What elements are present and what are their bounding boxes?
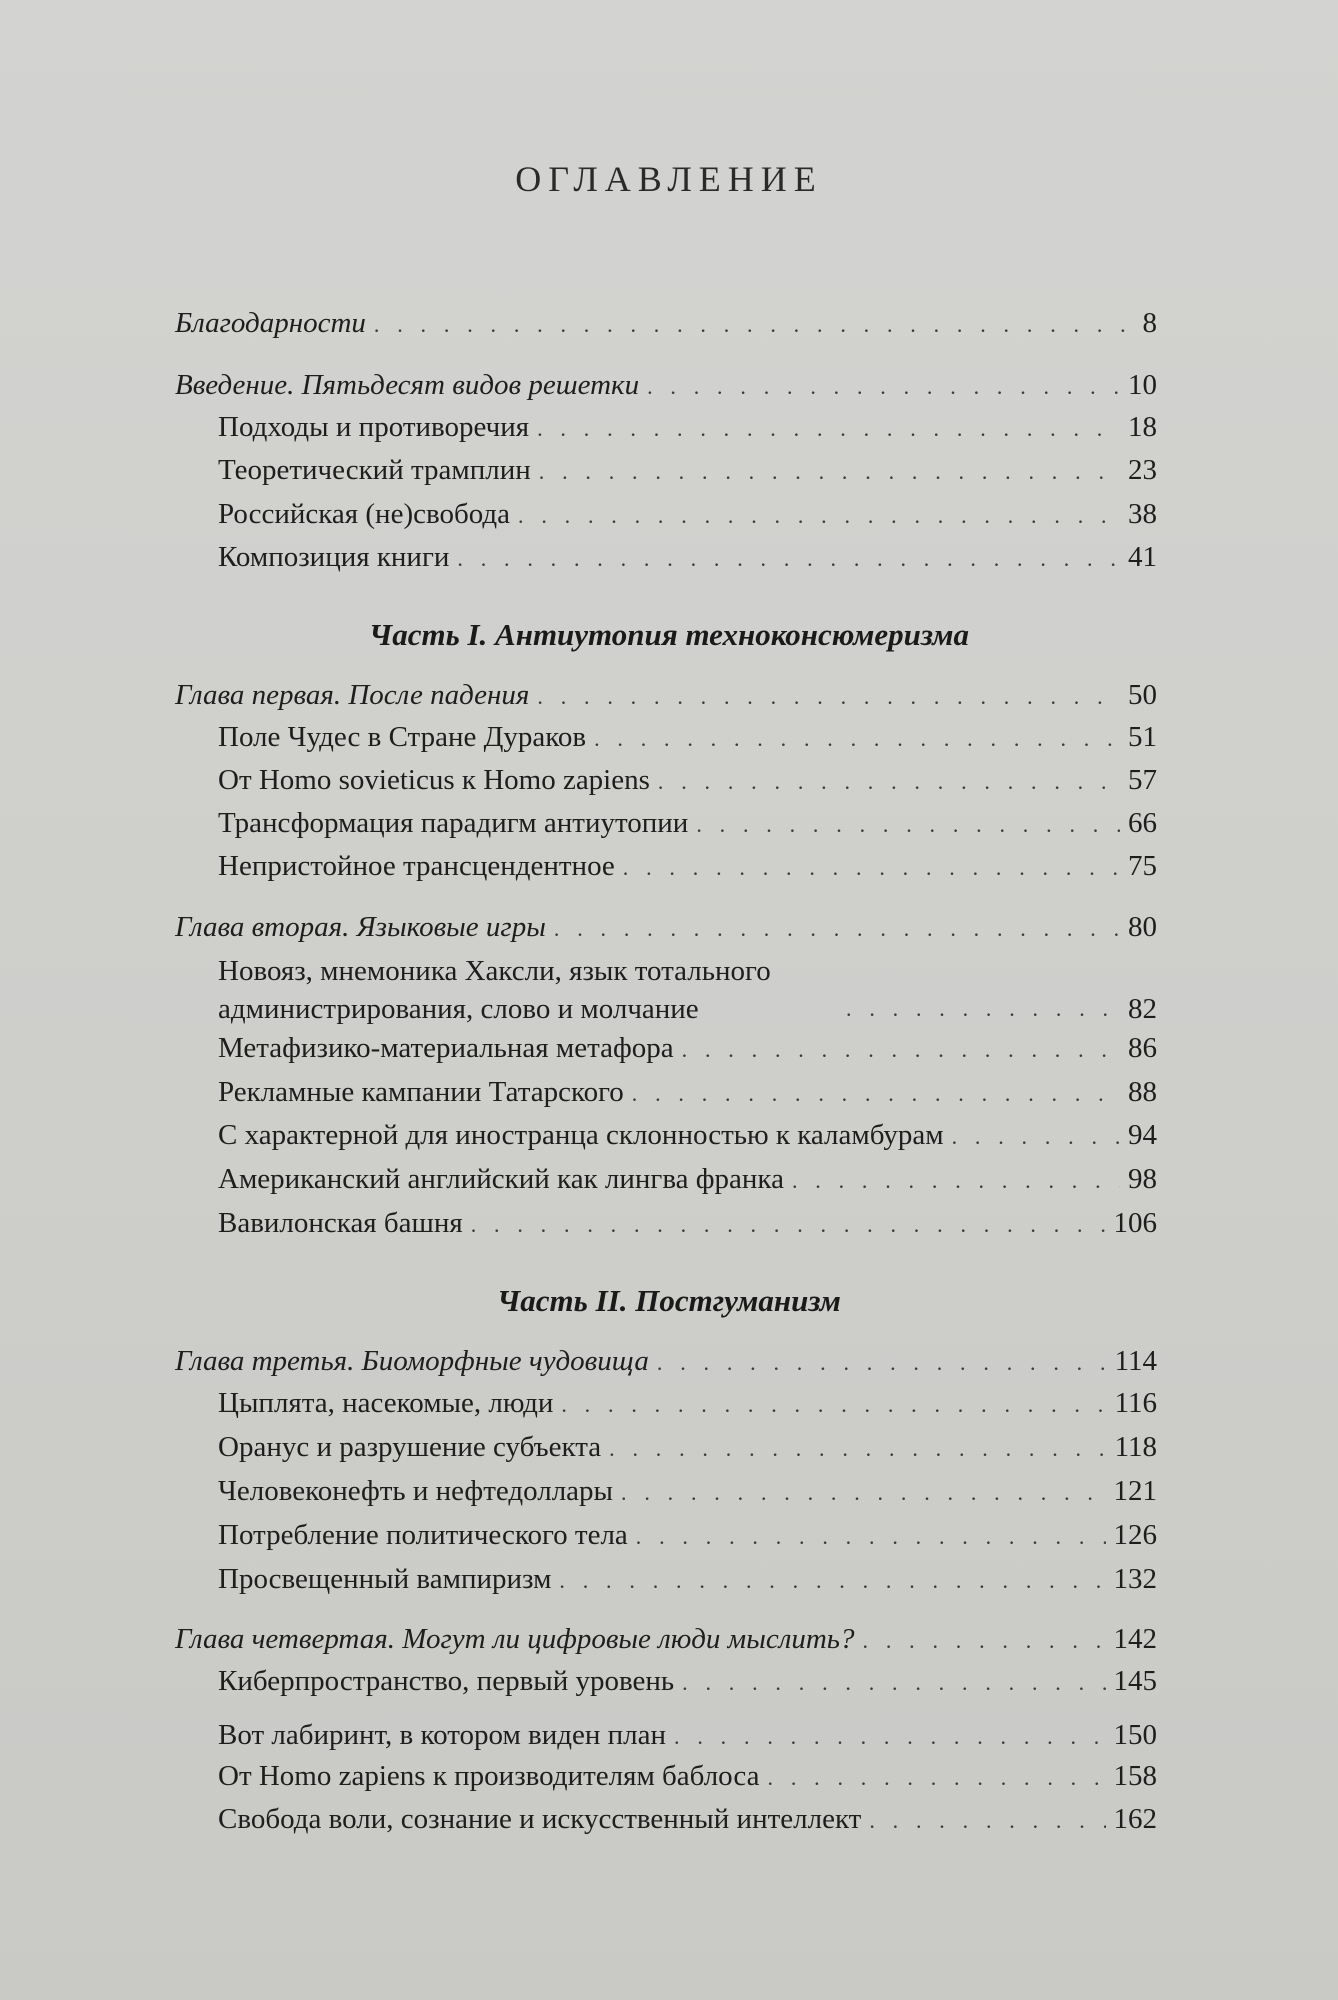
- dot-leader: [561, 1386, 1106, 1424]
- toc-section: [218, 1073, 1157, 1111]
- dot-leader: [632, 1075, 1120, 1113]
- toc-entry-title: Оранус и разрушение субъекта: [218, 1431, 602, 1463]
- toc-page-number: 132: [1113, 1563, 1157, 1595]
- dot-leader: [559, 1562, 1105, 1600]
- dot-leader: [863, 1622, 1106, 1660]
- dot-leader: [457, 540, 1120, 578]
- toc-entry-title: Глава вторая. Языковые игры: [175, 911, 546, 943]
- toc-entry-title: Российская (не)свобода: [218, 498, 511, 530]
- toc-entry-title: Композиция книги: [218, 541, 450, 573]
- toc-page-number: 118: [1114, 1431, 1157, 1463]
- dot-leader: [537, 410, 1120, 448]
- toc-section: [218, 718, 1157, 756]
- toc-entry-title: Вавилонская башня: [218, 1207, 463, 1239]
- toc-entry-title: Киберпространство, первый уровень: [218, 1665, 675, 1697]
- toc-entry-acknowledgements: [175, 304, 1157, 342]
- toc-section: [218, 1662, 1157, 1700]
- toc-section: [218, 1384, 1157, 1422]
- toc-section: [218, 1160, 1157, 1198]
- toc-entry-title: Потребление политического тела: [218, 1519, 628, 1551]
- toc-entry-title: От Homo zapiens к производителям баблоса: [218, 1760, 760, 1792]
- toc-entry-title: Непристойное трансцендентное: [218, 850, 615, 882]
- toc-page-number: 106: [1113, 1207, 1157, 1239]
- dot-leader: [682, 1031, 1120, 1069]
- toc-entry-title: Глава первая. После падения: [175, 679, 530, 711]
- toc-entry-chapter-4: [175, 1620, 1157, 1658]
- toc-page-number: 75: [1128, 850, 1157, 882]
- toc-page-number: 57: [1128, 764, 1157, 796]
- toc-entry-title: Поле Чудес в Стране Дураков: [218, 721, 587, 753]
- toc-page-number: 8: [1142, 307, 1157, 339]
- dot-leader: [636, 1518, 1106, 1556]
- toc-entry-title: Новояз, мнемоника Хаксли, язык тотального администрирования, слово и молчание: [218, 955, 771, 1025]
- toc-page-number: 158: [1113, 1760, 1157, 1792]
- toc-section: [218, 804, 1157, 842]
- toc-page-number: 23: [1128, 454, 1157, 486]
- toc-page-number: 10: [1128, 369, 1157, 401]
- dot-leader: [674, 1718, 1105, 1756]
- toc-section: [218, 1472, 1157, 1510]
- toc-section: [218, 1716, 1157, 1754]
- dot-leader: [647, 368, 1120, 406]
- toc-entry-title: Метафизико-материальная метафора: [218, 1032, 674, 1064]
- dot-leader: [792, 1162, 1120, 1200]
- toc-section: [218, 1116, 1157, 1154]
- toc-section: [218, 451, 1157, 489]
- toc-entry-title: От Homo sovieticus к Homo zapiens: [218, 764, 650, 796]
- toc-page-number: 80: [1128, 911, 1157, 943]
- toc-entry-title: Благодарности: [175, 307, 366, 339]
- dot-leader: [658, 763, 1120, 801]
- dot-leader: [682, 1664, 1105, 1702]
- dot-leader: [657, 1344, 1107, 1382]
- toc-page-number: 88: [1128, 1076, 1157, 1108]
- toc-page-number: 41: [1128, 541, 1157, 573]
- toc-page-number: 86: [1128, 1032, 1157, 1064]
- toc-page-number: 38: [1128, 498, 1157, 530]
- toc-section: [218, 408, 1157, 446]
- toc-entry-title: Подходы и противоречия: [218, 411, 530, 443]
- toc-section: [218, 847, 1157, 885]
- dot-leader: [539, 453, 1120, 491]
- dot-leader: [869, 1802, 1105, 1840]
- toc-page-number: 98: [1128, 1163, 1157, 1195]
- toc-entry-title: Вот лабиринт, в котором виден план: [218, 1719, 667, 1751]
- toc-entry-title: Американский английский как лингва франка: [218, 1163, 784, 1195]
- toc-page-number: 150: [1113, 1719, 1157, 1751]
- part-heading: Часть II. Постгуманизм: [497, 1283, 841, 1318]
- toc-section: [218, 1560, 1157, 1598]
- toc-entry-title: Глава третья. Биоморфные чудовища: [175, 1345, 649, 1377]
- toc-page-number: 121: [1113, 1475, 1157, 1507]
- dot-leader: [537, 678, 1120, 716]
- toc-page-number: 162: [1113, 1803, 1157, 1835]
- toc-section: [218, 1029, 1157, 1067]
- toc-section: [218, 761, 1157, 799]
- dot-leader: [609, 1430, 1106, 1468]
- toc-page-number: 116: [1114, 1387, 1157, 1419]
- toc-section: [218, 952, 1157, 1028]
- toc-entry-title: Человеконефть и нефтедоллары: [218, 1475, 614, 1507]
- toc-entry-title: Теоретический трамплин: [218, 454, 531, 486]
- toc-page-number: 126: [1113, 1519, 1157, 1551]
- toc-entry-title: Цыплята, насекомые, люди: [218, 1387, 554, 1419]
- dot-leader: [471, 1206, 1106, 1244]
- toc-section: [218, 1757, 1157, 1795]
- toc-entry-title: Трансформация парадигм антиутопии: [218, 807, 689, 839]
- toc-page-number: 82: [1128, 993, 1157, 1025]
- dot-leader: [952, 1118, 1120, 1156]
- dot-leader: [621, 1474, 1105, 1512]
- toc-entry-introduction: [175, 366, 1157, 404]
- toc-entry-title: С характерной для иностранца склонностью к каламбурам: [218, 1119, 944, 1151]
- dot-leader: [594, 720, 1120, 758]
- dot-leader: [846, 990, 1120, 1028]
- toc-section: [218, 1516, 1157, 1554]
- toc-entry-chapter-3: [175, 1342, 1157, 1380]
- toc-page-number: 114: [1114, 1345, 1157, 1377]
- dot-leader: [623, 849, 1120, 887]
- toc-page-number: 66: [1128, 807, 1157, 839]
- toc-entry-title: Просвещенный вампиризм: [218, 1563, 552, 1595]
- toc-page-number: 50: [1128, 679, 1157, 711]
- toc-section: [218, 1800, 1157, 1838]
- toc-section: [218, 538, 1157, 576]
- dot-leader: [696, 806, 1120, 844]
- toc-page-number: 145: [1113, 1665, 1157, 1697]
- dot-leader: [518, 497, 1120, 535]
- toc-entry-title: Введение. Пятьдесят видов решетки: [175, 369, 640, 401]
- part-heading: Часть I. Антиутопия техноконсюмеризма: [369, 617, 969, 652]
- toc-entry-chapter-1: [175, 676, 1157, 714]
- dot-leader: [768, 1759, 1106, 1797]
- toc-entry-title: Рекламные кампании Татарского: [218, 1076, 624, 1108]
- toc-section: [218, 495, 1157, 533]
- toc-entry-title: Глава четвертая. Могут ли цифровые люди мыслить?: [175, 1623, 855, 1655]
- toc-page-number: 94: [1128, 1119, 1157, 1151]
- toc-section: [218, 1204, 1157, 1242]
- toc-page-number: 18: [1128, 411, 1157, 443]
- dot-leader: [374, 306, 1135, 344]
- page-title: ОГЛАВЛЕНИЕ: [515, 159, 823, 199]
- toc-page-number: 142: [1113, 1623, 1157, 1655]
- toc-entry-title: Свобода воли, сознание и искусственный интеллект: [218, 1803, 862, 1835]
- toc-page-number: 51: [1128, 721, 1157, 753]
- toc-section: [218, 1428, 1157, 1466]
- dot-leader: [554, 910, 1120, 948]
- toc-entry-chapter-2: [175, 908, 1157, 946]
